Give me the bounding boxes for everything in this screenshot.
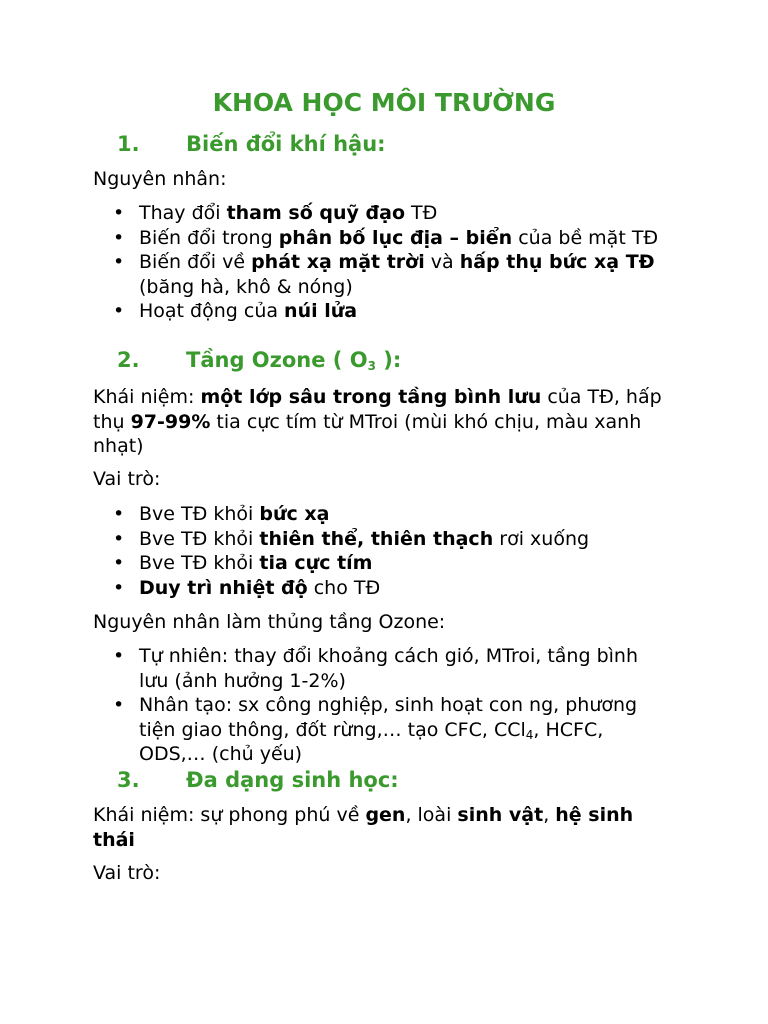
section-1-number: 1. [117, 132, 140, 156]
section-3-number: 3. [117, 768, 140, 792]
list-item: • Biến đổi về phát xạ mặt trời và hấp thụ bức xạ TĐ (băng hà, khô & nóng) [0, 250, 664, 299]
section-3-role-label: Vai trò: [93, 862, 161, 884]
list-item: • Thay đổi tham số quỹ đạo TĐ [0, 201, 669, 226]
document-title: KHOA HỌC MÔI TRƯỜNG [212, 88, 556, 117]
section-1-title: Biến đổi khí hậu: [186, 132, 386, 156]
section-1-cause-label: Nguyên nhân: [93, 168, 227, 190]
list-item: • Bve TĐ khỏi bức xạ [0, 502, 669, 527]
list-item: • Bve TĐ khỏi thiên thể, thiên thạch rơi xuống [0, 527, 669, 552]
list-item: • Duy trì nhiệt độ cho TĐ [0, 576, 669, 601]
list-item: • Nhân tạo: sx công nghiệp, sinh hoạt con ng, phương tiện giao thông, đốt rừng,… tạo CFC, CCl$_4$, HCFC, ODS,… (chủ yếu) [0, 693, 664, 767]
section-1-cause-list [0, 201, 669, 324]
section-2-number: 2. [117, 348, 140, 372]
list-item: • Biến đổi trong phân bố lục địa – biển của bề mặt TĐ [0, 226, 669, 251]
section-3-title: Đa dạng sinh học: [186, 768, 399, 792]
section-2-cause-label: Nguyên nhân làm thủng tầng Ozone: [93, 611, 446, 633]
list-item: • Bve TĐ khỏi tia cực tím [0, 551, 669, 576]
list-item: • Tự nhiên: thay đổi khoảng cách gió, MTroi, tầng bình lưu (ảnh hưởng 1-2%) [0, 644, 639, 693]
section-3-definition: Khái niệm: sự phong phú về gen, loài sinh vật, hệ sinh thái [93, 804, 634, 851]
section-2-definition: Khái niệm: một lớp sâu trong tầng bình lưu của TĐ, hấp thụ 97-99% tia cực tím từ MTroi (mùi khó chịu, màu xanh nhạt) [93, 386, 662, 457]
section-2-cause-list [0, 644, 664, 767]
section-2-role-label: Vai trò: [93, 468, 161, 490]
section-2-role-list [0, 502, 669, 600]
section-2-title: Tầng Ozone ( $O_3$ ): [186, 348, 402, 373]
list-item: • Hoạt động của núi lửa [0, 299, 669, 324]
